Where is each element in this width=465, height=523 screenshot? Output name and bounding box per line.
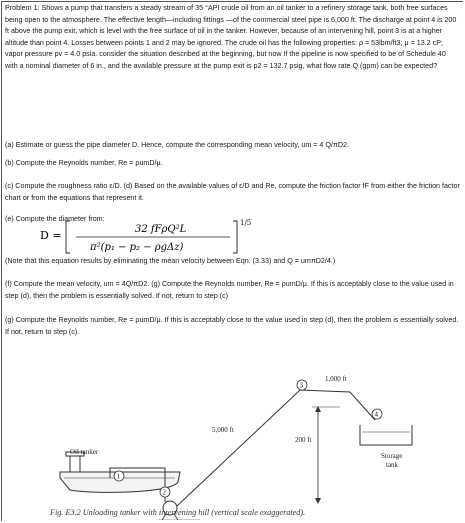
note-text: (Note that this equation results by eliminating the mean velocity between Eqn. (3.33) and Q = umπD2/4.) <box>5 257 336 265</box>
formula-numerator: 32 fFρQ²L <box>135 224 187 235</box>
discharge-pipe <box>177 390 375 506</box>
label-200ft: 200 ft <box>295 436 312 444</box>
formula-lhs: D = <box>40 229 62 242</box>
point-1-label: 1 <box>116 472 120 481</box>
step-c-d: (c) Compute the roughness ratio ε/D. (d) Based on the available values of ε/D and Re, compute the friction factor fF from either the friction factor chart or from the equations that represent it. <box>5 182 460 202</box>
point-2-label: 2 <box>162 488 166 497</box>
label-storage: Storage <box>381 452 403 460</box>
formula-right-bracket <box>233 221 237 253</box>
step-f: (f) Compute the mean velocity, um = 4Q/πD2. (g) Compute the Reynolds number, Re = ρumD/μ. If this is acceptably close to the value used in step (d), then the problem is essentially solved. If not, return to step (c) <box>5 280 454 300</box>
tanker-bridge <box>70 456 80 472</box>
label-5000ft: 5,000 ft <box>212 426 234 434</box>
formula-denominator: π²(p₁ − p₂ − ρgΔz) <box>90 242 184 253</box>
label-tank: tank <box>386 461 399 469</box>
step-e: (e) Compute the diameter from: <box>5 215 105 223</box>
diameter-formula <box>40 215 340 257</box>
label-1000ft: 1,000 ft <box>325 375 347 383</box>
step-a: (a) Estimate or guess the pipe diameter D. Hence, compute the corresponding mean velocity, um = 4 Q/πD2. <box>5 141 349 149</box>
storage-tank <box>360 425 412 445</box>
step-b: (b) Compute the Reynolds number, Re = ρumD/μ. <box>5 159 163 167</box>
label-oil-tanker: Oil tanker <box>70 448 99 456</box>
point-4-label: 4 <box>374 410 378 419</box>
problem-intro: Problem 1: Shows a pump that transfers a steady stream of 35 °API crude oil from an oil tanker to a refinery storage tank, both free surfaces being open to the atmosphere. The effective length—including fittings —of the commercial steel pipe is 6,000 ft. The discharge at point 4 is 200 ft above the pump exit, which is level with the free surface of oil in the tanker. However, because of an intervening hill, point 3 is at a higher altitude than point 4. Losses between points 1 and 2 may be ignored. The crude oil has the following properties: ρ = 53lbm/ft3; μ = 13.2 cP; vapor pressure pv = 4.0 psia. consider the situation described at the beginning, but now If the pipeline is now specified to be of Schedule 40 with a nominal diameter of 6 in., and the available pressure at the pump exit is p2 = 132.7 psig, what flow rate Q (gpm) can be expected? <box>5 4 457 70</box>
formula-exponent: 1/5 <box>240 219 252 227</box>
formula-left-bracket <box>66 221 70 253</box>
pipeline-figure <box>0 370 465 520</box>
point-3-label: 3 <box>299 381 303 390</box>
figure-caption: Fig. E3.2 Unloading tanker with intervening hill (vertical scale exaggerated). <box>50 508 306 517</box>
step-g: (g) Compute the Reynolds number, Re = ρumD/μ. If this is acceptably close to the value used in step (d), then the problem is essentially solved. If not, return to step (c). <box>5 316 459 336</box>
